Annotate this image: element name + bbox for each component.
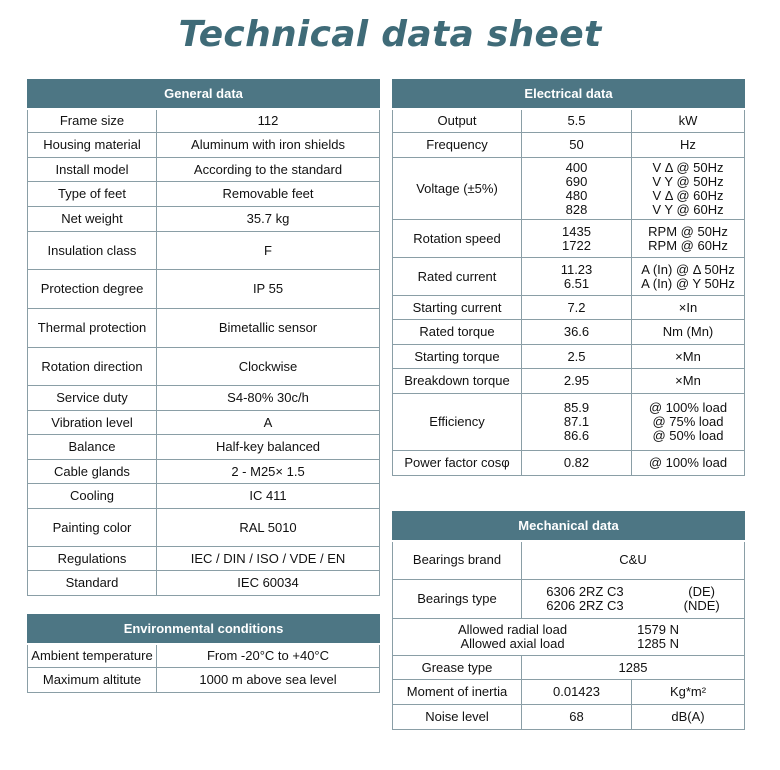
bearings-type-label: Bearings type xyxy=(393,580,522,619)
table-row xyxy=(28,668,380,693)
breakdown-torque-units xyxy=(632,369,745,394)
housing-material-label: Housing material xyxy=(28,133,157,158)
cooling-label: Cooling xyxy=(28,484,157,509)
frequency-unit: Hz xyxy=(680,137,696,152)
table-row xyxy=(393,258,745,296)
starting-current-value: 7.2 xyxy=(567,299,586,315)
breakdown-torque-value: 2.95 xyxy=(563,373,590,388)
table-row xyxy=(28,411,380,435)
rated-torque-values xyxy=(522,320,632,345)
table-row xyxy=(393,680,745,705)
allowed-loads-cell xyxy=(393,619,745,656)
rated-current-values xyxy=(522,258,632,296)
table-row xyxy=(28,386,380,411)
bearings-brand-value: C&U xyxy=(522,541,745,580)
starting-torque-values xyxy=(522,345,632,369)
power-factor-cos-values xyxy=(522,451,632,476)
general-data-header: General data xyxy=(28,80,380,109)
mechanical-data-header: Mechanical data xyxy=(393,512,745,541)
rated-current-label: Rated current xyxy=(393,258,522,296)
electrical-data-table xyxy=(392,79,745,476)
maximum-altitute-value: 1000 m above sea level xyxy=(157,668,380,693)
ambient-temperature-label: Ambient temperature xyxy=(28,644,157,668)
protection-degree-label: Protection degree xyxy=(28,270,157,309)
rated-torque-value: 36.6 xyxy=(563,324,590,339)
table-row xyxy=(28,644,380,668)
efficiency-value: 86.6 xyxy=(563,428,590,443)
table-row xyxy=(28,270,380,309)
table-row xyxy=(28,109,380,133)
insulation-class-value: F xyxy=(157,232,380,270)
rotation-speed-value: 1435 xyxy=(562,223,591,239)
table-row xyxy=(28,348,380,386)
page-title: Technical data sheet xyxy=(178,14,602,55)
net-weight-label: Net weight xyxy=(28,207,157,232)
power-factor-cos-units xyxy=(632,451,745,476)
service-duty-label: Service duty xyxy=(28,386,157,411)
service-duty-value: S4-80% 30c/h xyxy=(157,386,380,411)
regulations-value: IEC / DIN / ISO / VDE / EN xyxy=(157,547,380,571)
balance-label: Balance xyxy=(28,435,157,460)
rated-torque-unit: Nm (Mn) xyxy=(662,324,714,339)
rated-current-unit: A (In) @ Y 50Hz xyxy=(641,275,735,291)
bearing-nde-value: 6206 2RZ C3 xyxy=(546,598,624,613)
moment-of-inertia-label: Moment of inertia xyxy=(393,680,522,705)
housing-material-value: Aluminum with iron shields xyxy=(157,133,380,158)
voltage-5-value: 480 xyxy=(565,187,588,203)
moment-of-inertia-value: 0.01423 xyxy=(522,680,632,705)
rated-current-units xyxy=(632,258,745,296)
protection-degree-value: IP 55 xyxy=(157,270,380,309)
type-of-feet-label: Type of feet xyxy=(28,182,157,207)
regulations-label: Regulations xyxy=(28,547,157,571)
starting-current-label: Starting current xyxy=(393,296,522,320)
radial-load-value: 1579 N xyxy=(637,622,680,637)
standard-label: Standard xyxy=(28,571,157,596)
starting-current-units xyxy=(632,296,745,320)
install-model-label: Install model xyxy=(28,158,157,182)
table-row xyxy=(393,541,745,580)
environmental-conditions-table xyxy=(27,614,380,693)
starting-torque-units xyxy=(632,345,745,369)
table-row xyxy=(28,547,380,571)
table-row xyxy=(393,394,745,451)
frequency-units xyxy=(632,133,745,158)
rotation-speed-label: Rotation speed xyxy=(393,220,522,258)
table-row xyxy=(393,619,745,656)
breakdown-torque-values xyxy=(522,369,632,394)
painting-color-value: RAL 5010 xyxy=(157,509,380,547)
power-factor-cos-value: 0.82 xyxy=(563,455,590,470)
frame-size-label: Frame size xyxy=(28,109,157,133)
install-model-value: According to the standard xyxy=(157,158,380,182)
table-row xyxy=(28,484,380,509)
thermal-protection-label: Thermal protection xyxy=(28,309,157,348)
table-row xyxy=(393,705,745,730)
frame-size-value: 112 xyxy=(157,109,380,133)
output-units xyxy=(632,109,745,133)
frequency-label: Frequency xyxy=(393,133,522,158)
voltage-5-label: Voltage (±5%) xyxy=(393,158,522,220)
insulation-class-label: Insulation class xyxy=(28,232,157,270)
cable-glands-value: 2 - M25× 1.5 xyxy=(157,460,380,484)
breakdown-torque-unit: ×Mn xyxy=(675,373,701,388)
voltage-5-unit: V Y @ 60Hz xyxy=(652,201,724,217)
voltage-5-unit: V Δ @ 60Hz xyxy=(652,187,724,203)
starting-current-values xyxy=(522,296,632,320)
standard-value: IEC 60034 xyxy=(157,571,380,596)
table-row xyxy=(28,133,380,158)
voltage-5-values xyxy=(522,158,632,220)
environmental-conditions-header: Environmental conditions xyxy=(28,615,380,644)
grease-type-label: Grease type xyxy=(393,656,522,680)
table-row xyxy=(393,158,745,220)
grease-type-value: 1285 xyxy=(522,656,745,680)
bearing-nde-position: (NDE) xyxy=(683,598,720,613)
voltage-5-value: 400 xyxy=(565,159,588,175)
vibration-level-value: A xyxy=(157,411,380,435)
output-value: 5.5 xyxy=(567,112,586,128)
starting-torque-value: 2.5 xyxy=(567,348,586,364)
rotation-speed-units xyxy=(632,220,745,258)
rotation-speed-values xyxy=(522,220,632,258)
rotation-speed-unit: RPM @ 50Hz xyxy=(648,223,728,239)
rated-torque-label: Rated torque xyxy=(393,320,522,345)
breakdown-torque-label: Breakdown torque xyxy=(393,369,522,394)
efficiency-unit: @ 50% load xyxy=(652,428,724,443)
cable-glands-label: Cable glands xyxy=(28,460,157,484)
table-row xyxy=(28,309,380,348)
electrical-data-header: Electrical data xyxy=(393,80,745,109)
rated-current-unit: A (In) @ Δ 50Hz xyxy=(641,261,735,277)
table-row xyxy=(28,435,380,460)
table-row xyxy=(28,158,380,182)
table-row xyxy=(393,369,745,394)
table-row xyxy=(393,133,745,158)
axial-load-value: 1285 N xyxy=(637,636,680,651)
type-of-feet-value: Removable feet xyxy=(157,182,380,207)
moment-of-inertia-unit: Kg*m² xyxy=(632,680,745,705)
noise-level-value: 68 xyxy=(522,705,632,730)
voltage-5-unit: V Y @ 50Hz xyxy=(652,173,724,189)
table-row xyxy=(393,109,745,133)
axial-load-label: Allowed axial load xyxy=(460,636,565,651)
voltage-5-unit: V Δ @ 50Hz xyxy=(652,159,724,175)
rotation-speed-value: 1722 xyxy=(562,237,591,253)
table-row xyxy=(28,232,380,270)
rotation-direction-value: Clockwise xyxy=(157,348,380,386)
power-factor-cos-unit: @ 100% load xyxy=(648,455,728,470)
table-row xyxy=(28,207,380,232)
table-row xyxy=(28,182,380,207)
table-row xyxy=(393,296,745,320)
ambient-temperature-value: From -20°C to +40°C xyxy=(157,644,380,668)
balance-value: Half-key balanced xyxy=(157,435,380,460)
maximum-altitute-label: Maximum altitute xyxy=(28,668,157,693)
mechanical-data-table xyxy=(392,511,745,730)
rated-torque-units xyxy=(632,320,745,345)
efficiency-unit: @ 75% load xyxy=(652,414,724,429)
rotation-speed-unit: RPM @ 60Hz xyxy=(648,237,728,253)
radial-load-label: Allowed radial load xyxy=(457,622,568,637)
table-row xyxy=(28,509,380,547)
efficiency-value: 87.1 xyxy=(563,414,590,429)
net-weight-value: 35.7 kg xyxy=(157,207,380,232)
table-row xyxy=(393,320,745,345)
noise-level-unit: dB(A) xyxy=(632,705,745,730)
starting-torque-label: Starting torque xyxy=(393,345,522,369)
table-row xyxy=(393,220,745,258)
starting-torque-unit: ×Mn xyxy=(675,348,701,364)
output-unit: kW xyxy=(678,112,698,128)
table-row xyxy=(28,571,380,596)
output-label: Output xyxy=(393,109,522,133)
voltage-5-value: 828 xyxy=(565,201,588,217)
rotation-direction-label: Rotation direction xyxy=(28,348,157,386)
efficiency-label: Efficiency xyxy=(393,394,522,451)
table-row xyxy=(393,451,745,476)
efficiency-unit: @ 100% load xyxy=(648,400,728,415)
thermal-protection-value: Bimetallic sensor xyxy=(157,309,380,348)
starting-current-unit: ×In xyxy=(678,299,698,315)
bearings-brand-label: Bearings brand xyxy=(393,541,522,580)
table-row xyxy=(393,580,745,619)
table-row xyxy=(393,656,745,680)
painting-color-label: Painting color xyxy=(28,509,157,547)
cooling-value: IC 411 xyxy=(157,484,380,509)
noise-level-label: Noise level xyxy=(393,705,522,730)
general-data-table xyxy=(27,79,380,596)
bearing-de-value: 6306 2RZ C3 xyxy=(546,584,624,599)
table-row xyxy=(393,345,745,369)
rated-current-value: 11.23 xyxy=(560,261,593,277)
frequency-value: 50 xyxy=(569,137,584,152)
rated-current-value: 6.51 xyxy=(563,275,590,291)
power-factor-cos-label: Power factor cosφ xyxy=(393,451,522,476)
efficiency-units xyxy=(632,394,745,451)
vibration-level-label: Vibration level xyxy=(28,411,157,435)
bearings-type-cell xyxy=(522,580,745,619)
bearing-de-position: (DE) xyxy=(688,584,716,599)
efficiency-values xyxy=(522,394,632,451)
output-values xyxy=(522,109,632,133)
voltage-5-units xyxy=(632,158,745,220)
frequency-values xyxy=(522,133,632,158)
voltage-5-value: 690 xyxy=(565,173,588,189)
table-row xyxy=(28,460,380,484)
efficiency-value: 85.9 xyxy=(563,400,590,415)
